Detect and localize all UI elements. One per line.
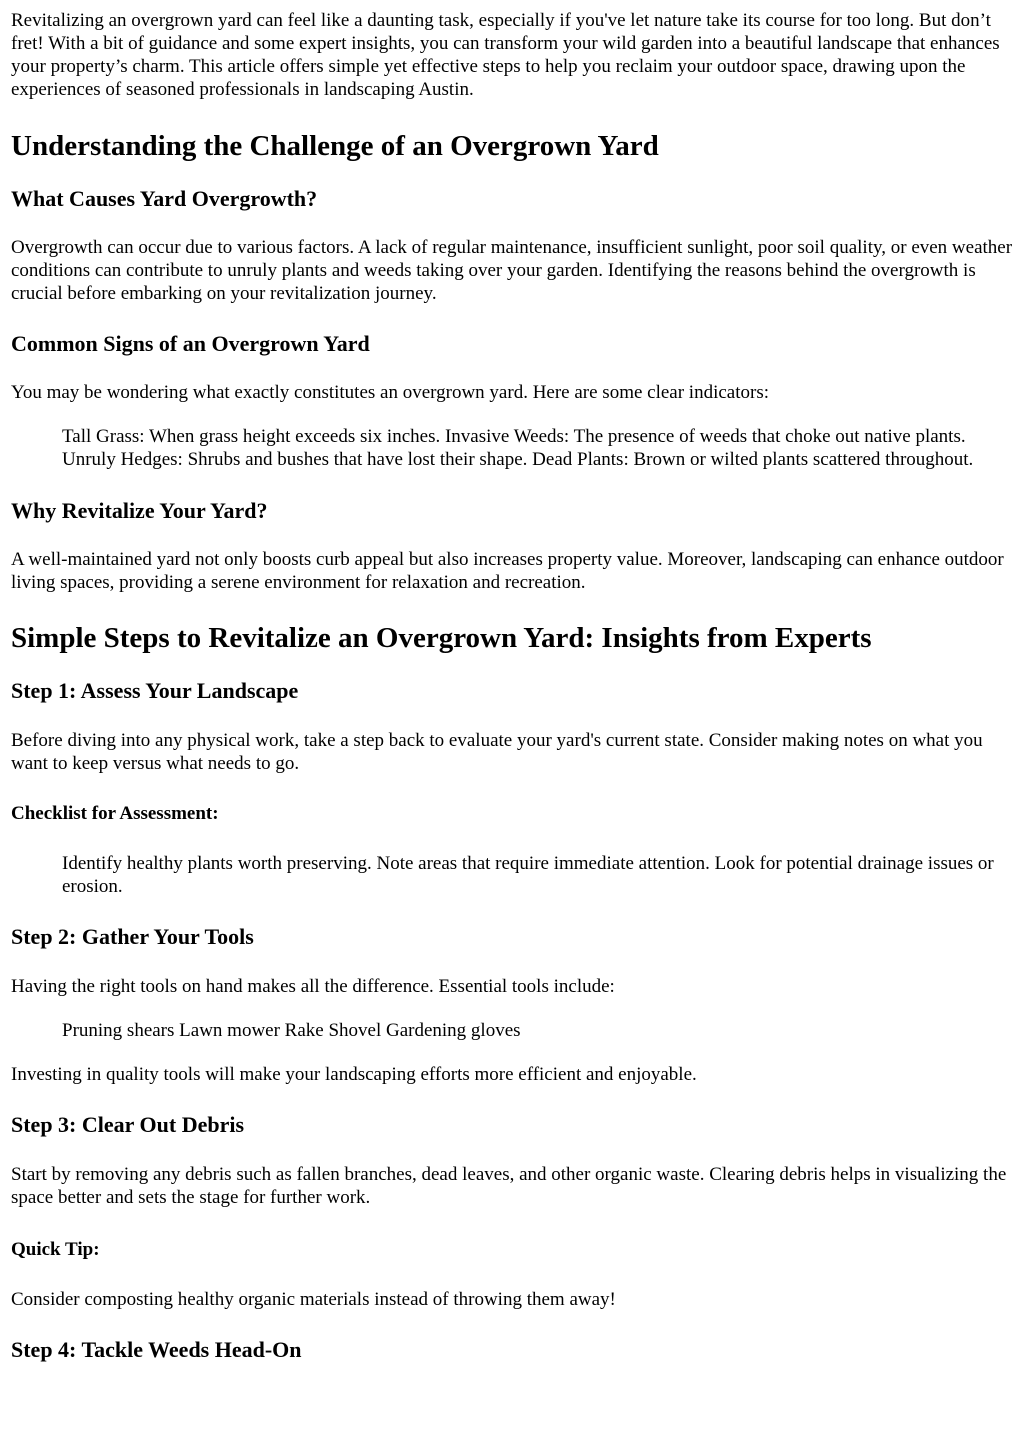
subheading-causes: What Causes Yard Overgrowth? (11, 186, 318, 211)
checklist-list: Identify healthy plants worth preserving. Note areas that require immediate attention. Look for potential drainage issues or erosion. (62, 853, 994, 897)
subheading-step2: Step 2: Gather Your Tools (11, 924, 254, 949)
subheading-step3: Step 3: Clear Out Debris (11, 1112, 245, 1137)
intro-paragraph: Revitalizing an overgrown yard can feel like a daunting task, especially if you've let nature take its course for too long. But don’t fret! With a bit of guidance and some expert insights, you can transform your wild garden into a beautiful landscape that enhances your property’s charm. This article offers simple yet effective steps to help you reclaim your outdoor space, drawing upon the experiences of seasoned professionals in landscaping Austin. (11, 10, 1000, 100)
tip-paragraph: Consider composting healthy organic materials instead of throwing them away! (11, 1289, 616, 1310)
causes-paragraph: Overgrowth can occur due to various factors. A lack of regular maintenance, insufficient sunlight, poor soil quality, or even weather conditions can contribute to unruly plants and weeds taking over your garden. Identifying the reasons behind the overgrowth is crucial before embarking on your revitalization journey. (11, 237, 1013, 304)
subheading-signs: Common Signs of an Overgrown Yard (11, 331, 370, 356)
tools-list: Pruning shears Lawn mower Rake Shovel Gardening gloves (62, 1020, 521, 1041)
subheading-why: Why Revitalize Your Yard? (11, 498, 268, 523)
section-heading-understanding: Understanding the Challenge of an Overgrown Yard (11, 130, 659, 162)
step2-after-paragraph: Investing in quality tools will make your landscaping efforts more efficient and enjoyable. (11, 1064, 697, 1085)
signs-paragraph: You may be wondering what exactly constitutes an overgrown yard. Here are some clear indicators: (11, 382, 770, 403)
signs-list: Tall Grass: When grass height exceeds six inches. Invasive Weeds: The presence of weeds that choke out native plants. Unruly Hedges: Shrubs and bushes that have lost their shape. Dead Plants: Brown or wilted plants scattered throughout. (62, 426, 974, 470)
subheading-checklist: Checklist for Assessment: (11, 803, 219, 824)
section-heading-steps: Simple Steps to Revitalize an Overgrown Yard: Insights from Experts (11, 622, 872, 654)
subheading-quick-tip: Quick Tip: (11, 1239, 100, 1260)
step3-paragraph: Start by removing any debris such as fallen branches, dead leaves, and other organic waste. Clearing debris helps in visualizing the space better and sets the stage for further work. (11, 1164, 1007, 1208)
step1-paragraph: Before diving into any physical work, take a step back to evaluate your yard's current state. Consider making notes on what you want to keep versus what needs to go. (11, 730, 983, 774)
step2-paragraph: Having the right tools on hand makes all the difference. Essential tools include: (11, 976, 615, 997)
why-paragraph: A well-maintained yard not only boosts curb appeal but also increases property value. Moreover, landscaping can enhance outdoor living spaces, providing a serene environment for relaxation and recreation. (11, 549, 1004, 593)
subheading-step4: Step 4: Tackle Weeds Head-On (11, 1337, 302, 1362)
subheading-step1: Step 1: Assess Your Landscape (11, 678, 299, 703)
